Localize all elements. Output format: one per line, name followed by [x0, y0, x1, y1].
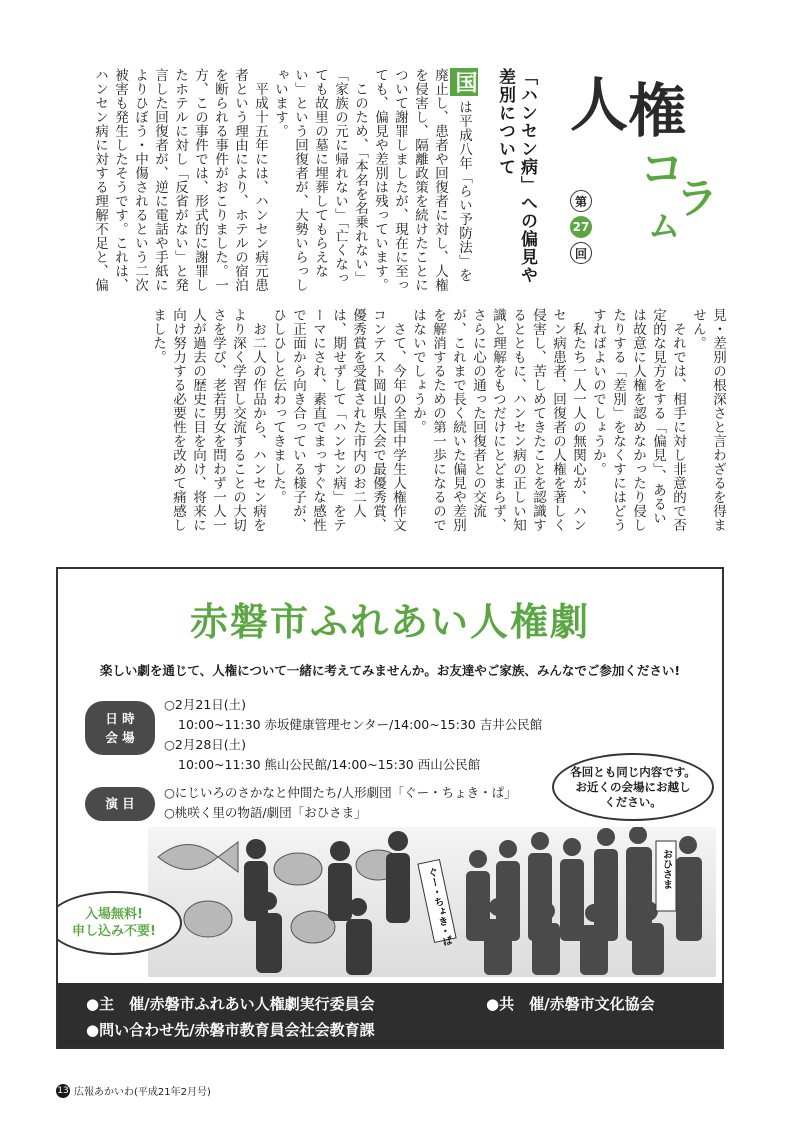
- issue-suffix: 回: [570, 242, 592, 264]
- fish-puppet-icon: [274, 853, 322, 885]
- program-label: 演 目: [85, 787, 155, 821]
- event-title: 赤磐市ふれあい人権劇: [189, 600, 590, 644]
- article-paragraph: それでは、相手に対し非意的で否定的な見方をする「偏見」、あるいは故意に人権を認めなかったり侵したりする「差別」をなくすにはどうすればよいのでしょうか。: [590, 308, 686, 532]
- event-subtitle: 楽しい劇を通じて、人権について一緒に考えてみませんか。お友達やご家族、みんなでご参加ください!: [99, 663, 681, 678]
- venue-label: 会 場: [105, 730, 135, 745]
- fish-tail-icon: [218, 842, 238, 872]
- bubble-line: 申し込み不要!: [72, 924, 156, 939]
- publication-name: 広報あかいわ(平成21年2月号): [74, 1087, 211, 1098]
- performers-photo: [148, 827, 716, 977]
- schedule-date: ○2月28日(土): [164, 737, 247, 752]
- bubble-line: ください。: [604, 794, 662, 809]
- schedule-times: 10:00~11:30 熊山公民館/14:00~15:30 西山公民館: [178, 757, 481, 772]
- schedule-date: ○2月21日(土): [164, 697, 247, 712]
- article-paragraph: 見・差別の根深さと言わざるを得ません。: [690, 308, 726, 532]
- article-body-lower: [120, 308, 728, 536]
- article-paragraph: さて、今年の全国中学生人権作文コンテスト岡山県大会で最優秀賞、優秀賞を受賞された市内のお二人は、期せずして「ハンセン病」をテーマにされ、素直でまっすぐな感性で正面から向き合っている様子が、ひしひしと伝わってきました。: [270, 308, 406, 532]
- sign-guchokipa: ぐー・ちょき・ぱ: [424, 866, 452, 948]
- dropcap: 国: [450, 68, 478, 96]
- bubble-line: 入場無料!: [85, 907, 143, 922]
- sign-ohisama: おひさま: [660, 849, 672, 889]
- datetime-label: 日 時: [105, 711, 135, 726]
- event-footer-bar: [58, 983, 722, 1047]
- organizer: ●主 催/赤磐市ふれあい人権劇実行委員会: [86, 995, 375, 1013]
- program-item: ○桃咲く里の物語/劇団「おひさま」: [164, 805, 367, 820]
- article-paragraph: このため、「本名を名乗れない」「家族の元に帰れない」「亡くなっても故里の墓に埋葬してもらえない」という回復者が、大勢いらっしゃいます。: [272, 68, 368, 292]
- article-body-upper: [60, 68, 478, 294]
- contact: ●問い合わせ先/赤磐市教育員会社会教育課: [86, 1021, 375, 1039]
- column-title-kanji: 権: [628, 77, 687, 145]
- program-list: [164, 783, 517, 823]
- schedule-list: [164, 695, 542, 775]
- article-paragraph: は平成八年「らい予防法」を廃止し、患者や回復者に対し、人権を侵害し、隔離政策を続けたことについて謝罪しましたが、現在に至っても、偏見や差別は残っています。: [372, 68, 472, 292]
- issue-prefix: 第: [570, 190, 592, 212]
- column-title-kana: コ: [640, 144, 684, 195]
- column-title-kana: ラ: [676, 174, 719, 223]
- event-announcement: [56, 567, 724, 1049]
- fish-puppet-icon: [158, 845, 218, 870]
- datetime-venue-label: [85, 701, 155, 755]
- article-paragraph: 平成十五年には、ハンセン病元患者という理由により、ホテルの宿泊を断られる事件がおこりました。一方、この事件では、形式的に謝罪したホテルに対し「反省がない」と発言した回復者が、逆に電話や手紙によりひぼう・中傷されるという二次被害も発生したそうです。これは、ハンセン病に対する理解不足と、偏: [92, 68, 268, 292]
- performers-illustration: [148, 827, 716, 977]
- article-paragraph: 私たち一人一人の無関心が、ハンセン病患者、回復者の人権を著しく侵害し、苦しめてきたことを認識するとともに、ハンセン病の正しい知識と理解をもつだけにとどまらず、さらに心の通った回復者との交流が、これまで長く続いた偏見や差別を解消するための第一歩になるのではないでしょうか。: [410, 308, 586, 532]
- column-title-kana: ム: [648, 207, 681, 245]
- bubble-line: 各回とも同じ内容です。: [570, 764, 696, 779]
- article-title: 「ハンセン病」への偏見や差別について: [495, 68, 537, 284]
- fish-puppet-icon: [184, 901, 232, 937]
- issue-value: 27: [570, 216, 592, 238]
- article-paragraph: お二人の作品から、ハンセン病をより深く学習し交流することの大切さを学び、老若男女を問わず一人一人が過去の歴史に目を向け、将来に向け努力する必要性を改めて痛感しました。: [150, 308, 266, 532]
- page-footer: [56, 1083, 211, 1098]
- program-item: ○にじいろのさかなと仲間たち/人形劇団「ぐー・ちょき・ぱ」: [164, 785, 517, 800]
- cosponsor: ●共 催/赤磐市文化協会: [486, 995, 655, 1013]
- speech-bubble-notice: [552, 753, 714, 821]
- schedule-times: 10:00~11:30 赤坂健康管理センター/14:00~15:30 吉井公民館: [178, 717, 543, 732]
- column-title-kanji: 人: [570, 71, 629, 139]
- page-number: 13: [57, 1085, 69, 1096]
- bubble-line: お近くの会場にお越し: [575, 779, 691, 794]
- issue-number: [570, 190, 592, 264]
